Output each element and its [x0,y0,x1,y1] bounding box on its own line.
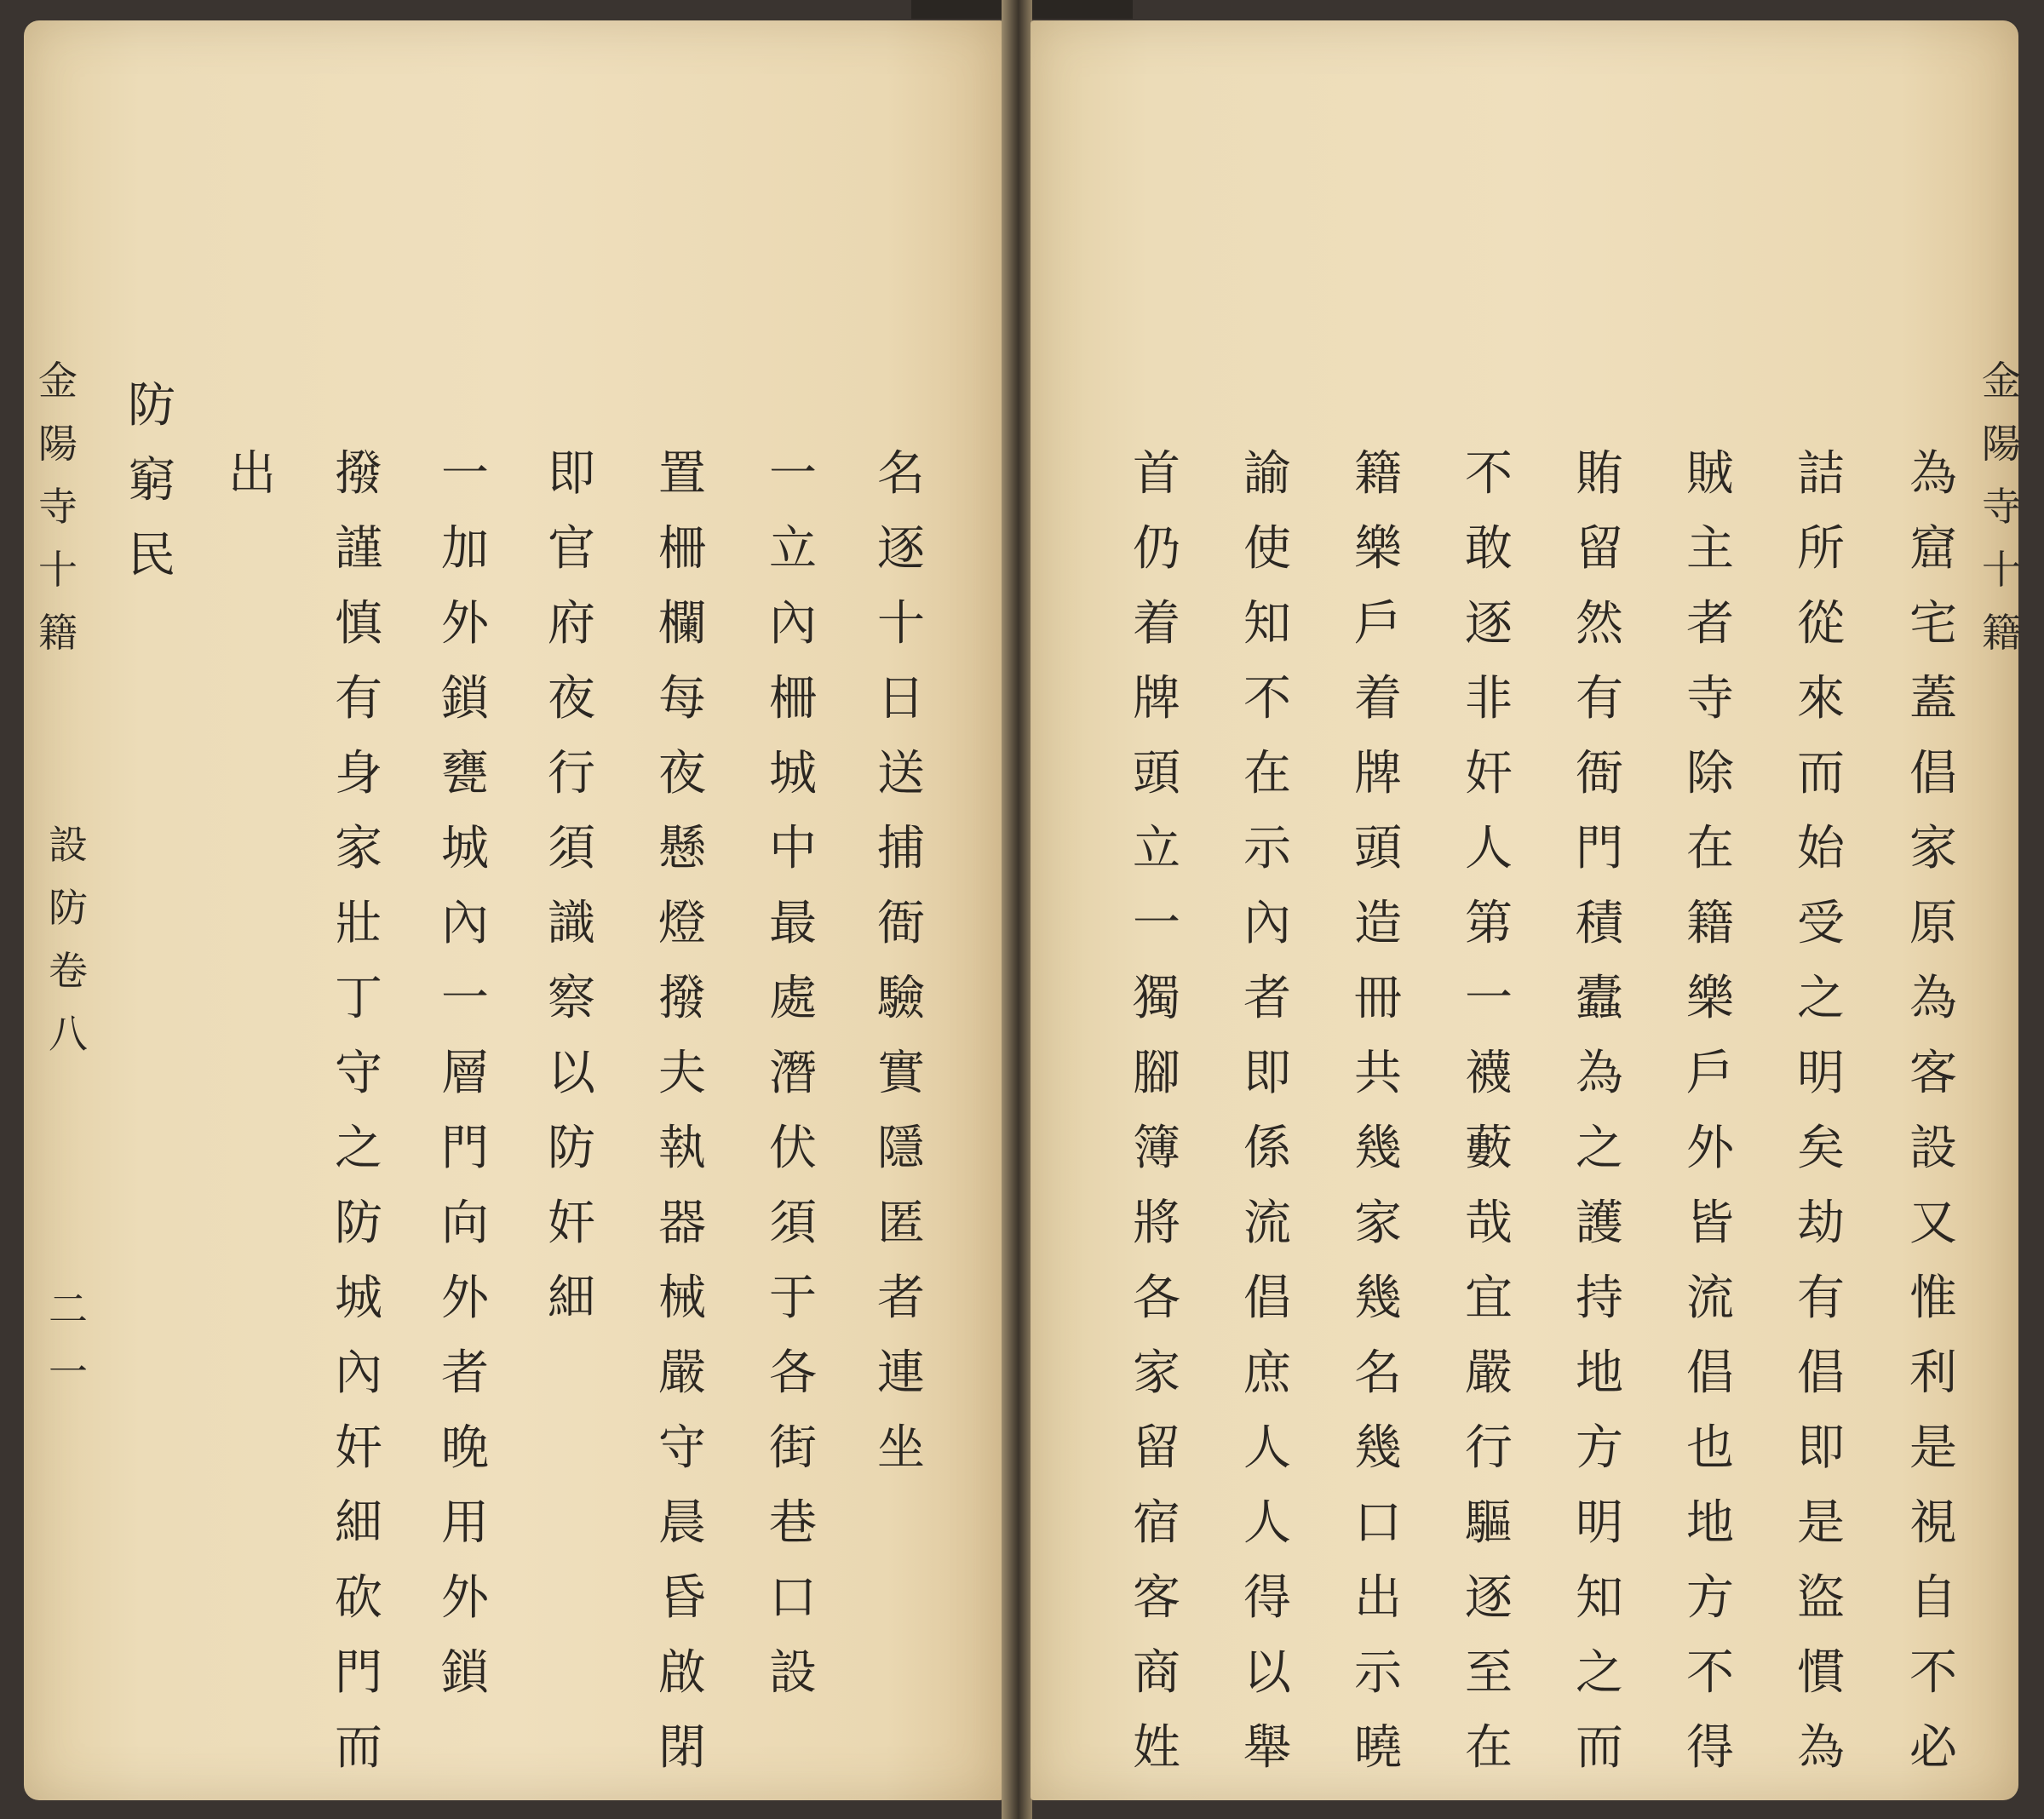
character: 門 [1576,821,1623,876]
character: 柵 [658,521,706,577]
character: 樂 [1354,521,1402,577]
character: 每 [658,671,706,726]
character: 知 [1576,1570,1623,1626]
character: 身 [335,746,382,801]
character: 得 [1243,1570,1291,1626]
character: 賄 [1576,446,1623,502]
character: 始 [1797,821,1845,876]
character: 衙 [1576,746,1623,801]
character: 執 [658,1121,706,1176]
character: 利 [1909,1346,1957,1401]
character: 幾 [1354,1271,1402,1326]
character: 一 [1465,971,1513,1026]
text-column [1565,446,1633,1799]
character: 撥 [658,971,706,1026]
character: 造 [1354,896,1402,951]
character: 守 [658,1420,706,1476]
character: 為 [1909,971,1957,1026]
character: 簿 [1133,1121,1180,1176]
character: 人 [1465,821,1513,876]
character: 方 [1576,1420,1623,1476]
character: 一 [49,1349,88,1395]
character: 門 [335,1645,382,1701]
character: 在 [1243,746,1291,801]
character: 持 [1576,1271,1623,1326]
character: 商 [1133,1645,1180,1701]
character: 劫 [1797,1196,1845,1251]
character: 內 [335,1346,382,1401]
character: 藪 [1465,1121,1513,1176]
character: 第 [1465,896,1513,951]
text-column [1344,446,1412,1799]
character: 防 [335,1196,382,1251]
character: 窮 [128,453,175,508]
character: 明 [1576,1495,1623,1551]
character: 內 [769,596,817,651]
character: 姓 [1133,1720,1180,1776]
character: 受 [1797,896,1845,951]
character: 奸 [335,1420,382,1476]
character: 最 [769,896,817,951]
character: 惟 [1909,1271,1957,1326]
character: 街 [769,1420,817,1476]
character: 者 [1243,971,1291,1026]
character: 必 [1909,1720,1957,1776]
character: 捕 [877,821,925,876]
character: 而 [1576,1720,1623,1776]
character: 外 [441,1271,489,1326]
right-page [1031,20,2021,1800]
character: 慎 [335,596,382,651]
character: 燈 [658,896,706,951]
character: 逐 [1465,596,1513,651]
character: 內 [1243,896,1291,951]
character: 門 [441,1121,489,1176]
character: 夫 [658,1046,706,1101]
character: 客 [1909,1046,1957,1101]
character: 積 [1576,896,1623,951]
character: 腳 [1133,1046,1180,1101]
character: 坐 [877,1420,925,1476]
character: 人 [1243,1420,1291,1476]
character: 逐 [877,521,925,577]
character: 陽 [38,421,78,467]
character: 倡 [1909,746,1957,801]
character: 戶 [1354,596,1402,651]
character: 蠹 [1576,971,1623,1026]
character: 于 [769,1271,817,1326]
character: 敢 [1465,521,1513,577]
character: 原 [1909,896,1957,951]
character: 柵 [769,671,817,726]
character: 冊 [1354,971,1402,1026]
character: 城 [335,1271,382,1326]
left-margin-title [24,358,92,676]
character: 之 [1576,1121,1623,1176]
character: 昏 [658,1570,706,1626]
text-column [1899,446,1967,1799]
character: 即 [1243,1046,1291,1101]
character: 得 [1686,1720,1734,1776]
left-margin-section [34,822,102,1077]
character: 使 [1243,521,1291,577]
character: 立 [769,521,817,577]
character: 以 [1243,1645,1291,1701]
character: 逐 [1465,1570,1513,1626]
text-column [759,446,827,1724]
character: 加 [441,521,489,577]
character: 立 [1133,821,1180,876]
character: 頭 [1354,821,1402,876]
character: 察 [548,971,595,1026]
character: 來 [1797,671,1845,726]
character: 庶 [1243,1346,1291,1401]
character: 金 [1982,358,2021,404]
character: 宿 [1133,1495,1180,1551]
character: 晚 [441,1420,489,1476]
character: 寺 [1982,484,2021,530]
text-column [1787,446,1855,1799]
character: 從 [1797,596,1845,651]
character: 匿 [877,1196,925,1251]
character: 中 [769,821,817,876]
character: 設 [1909,1121,1957,1176]
character: 倡 [1243,1271,1291,1326]
character: 人 [1243,1495,1291,1551]
character: 在 [1465,1720,1513,1776]
text-column [324,446,393,1799]
character: 向 [441,1196,489,1251]
character: 細 [335,1495,382,1551]
character: 送 [877,746,925,801]
character: 除 [1686,746,1734,801]
character: 行 [548,746,595,801]
text-column [648,446,716,1799]
character: 出 [1354,1570,1402,1626]
character: 幾 [1354,1420,1402,1476]
text-column [1233,446,1301,1799]
character: 宅 [1909,596,1957,651]
character: 不 [1465,446,1513,502]
character: 家 [335,821,382,876]
character: 籍 [1982,610,2021,656]
right-margin-title [1967,358,2035,676]
character: 流 [1686,1271,1734,1326]
character: 各 [769,1346,817,1401]
character: 卷 [49,948,88,994]
text-column [431,446,499,1724]
character: 有 [335,671,382,726]
character: 撥 [335,446,382,502]
character: 非 [1465,671,1513,726]
character: 潛 [769,1046,817,1101]
character: 驗 [877,971,925,1026]
character: 須 [548,821,595,876]
character: 有 [1576,671,1623,726]
character: 夜 [658,746,706,801]
character: 護 [1576,1196,1623,1251]
character: 家 [1909,821,1957,876]
character: 不 [1909,1645,1957,1701]
character: 丁 [335,971,382,1026]
character: 城 [441,821,489,876]
character: 設 [49,822,88,868]
character: 籍 [1354,446,1402,502]
section-heading [118,378,186,607]
character: 各 [1133,1271,1180,1326]
character: 壯 [335,896,382,951]
page-number [34,1286,102,1415]
character: 示 [1354,1645,1402,1701]
character: 識 [548,896,595,951]
character: 名 [1354,1346,1402,1401]
character: 皆 [1686,1196,1734,1251]
character: 曉 [1354,1720,1402,1776]
book-gutter [1002,0,1032,1819]
character: 巷 [769,1495,817,1551]
character: 驅 [1465,1495,1513,1551]
character: 宜 [1465,1271,1513,1326]
character: 外 [441,596,489,651]
character: 者 [877,1271,925,1326]
character: 之 [1797,971,1845,1026]
character: 地 [1576,1346,1623,1401]
character: 哉 [1465,1196,1513,1251]
character: 欄 [658,596,706,651]
character: 者 [1686,596,1734,651]
character: 寺 [1686,671,1734,726]
character: 為 [1909,446,1957,502]
character: 襪 [1465,1046,1513,1101]
character: 啟 [658,1645,706,1701]
character: 共 [1354,1046,1402,1101]
character: 防 [128,378,175,433]
character: 金 [38,358,78,404]
character: 也 [1686,1420,1734,1476]
character: 之 [335,1121,382,1176]
character: 十 [38,547,78,593]
character: 矣 [1797,1121,1845,1176]
character: 賊 [1686,446,1734,502]
character: 着 [1133,596,1180,651]
character: 盜 [1797,1570,1845,1626]
character: 明 [1797,1046,1845,1101]
character: 隱 [877,1121,925,1176]
character: 着 [1354,671,1402,726]
character: 是 [1797,1495,1845,1551]
character: 奸 [1465,746,1513,801]
text-column [1122,446,1191,1799]
character: 又 [1909,1196,1957,1251]
character: 衙 [877,896,925,951]
character: 十 [877,596,925,651]
character: 自 [1909,1570,1957,1626]
character: 所 [1797,521,1845,577]
character: 晨 [658,1495,706,1551]
left-page [24,20,1003,1800]
character: 防 [49,885,88,931]
character: 陽 [1982,421,2021,467]
character: 牌 [1133,671,1180,726]
character: 家 [1354,1196,1402,1251]
character: 即 [548,446,595,502]
character: 守 [335,1046,382,1101]
character: 者 [441,1346,489,1401]
character: 是 [1909,1420,1957,1476]
character: 八 [49,1011,88,1057]
character: 為 [1576,1046,1623,1101]
character: 以 [548,1046,595,1101]
character: 窟 [1909,521,1957,577]
character: 為 [1797,1720,1845,1776]
text-column [1676,446,1744,1799]
character: 獨 [1133,971,1180,1026]
character: 然 [1576,596,1623,651]
character: 層 [441,1046,489,1101]
character: 十 [1982,547,2021,593]
character: 二 [49,1286,88,1332]
character: 細 [548,1271,595,1326]
character: 不 [1686,1645,1734,1701]
text-column [218,446,286,525]
character: 奸 [548,1196,595,1251]
character: 留 [1133,1420,1180,1476]
character: 民 [128,528,175,583]
character: 蓋 [1909,671,1957,726]
character: 防 [548,1121,595,1176]
character: 而 [335,1720,382,1776]
character: 倡 [1797,1346,1845,1401]
character: 係 [1243,1121,1291,1176]
character: 籍 [38,610,78,656]
character: 連 [877,1346,925,1401]
character: 幾 [1354,1121,1402,1176]
character: 行 [1465,1420,1513,1476]
character: 一 [441,446,489,502]
character: 嚴 [1465,1346,1513,1401]
character: 方 [1686,1570,1734,1626]
character: 頭 [1133,746,1180,801]
character: 在 [1686,821,1734,876]
character: 流 [1243,1196,1291,1251]
character: 出 [228,446,276,502]
character: 懸 [658,821,706,876]
character: 將 [1133,1196,1180,1251]
character: 詰 [1797,446,1845,502]
character: 一 [769,446,817,502]
character: 設 [769,1645,817,1701]
character: 嚴 [658,1346,706,1401]
character: 舉 [1243,1720,1291,1776]
character: 府 [548,596,595,651]
character: 不 [1243,671,1291,726]
character: 謹 [335,521,382,577]
character: 視 [1909,1495,1957,1551]
text-column [1455,446,1523,1799]
character: 仍 [1133,521,1180,577]
character: 鎖 [441,1645,489,1701]
character: 砍 [335,1570,382,1626]
character: 口 [1354,1495,1402,1551]
character: 寺 [38,484,78,530]
character: 外 [441,1570,489,1626]
character: 地 [1686,1495,1734,1551]
character: 之 [1576,1645,1623,1701]
character: 慣 [1797,1645,1845,1701]
character: 甕 [441,746,489,801]
character: 客 [1133,1570,1180,1626]
character: 首 [1133,446,1180,502]
character: 一 [1133,896,1180,951]
character: 器 [658,1196,706,1251]
character: 口 [769,1570,817,1626]
character: 一 [441,971,489,1026]
character: 實 [877,1046,925,1101]
character: 戶 [1686,1046,1734,1101]
character: 名 [877,446,925,502]
character: 處 [769,971,817,1026]
character: 伏 [769,1121,817,1176]
character: 家 [1133,1346,1180,1401]
character: 城 [769,746,817,801]
character: 籍 [1686,896,1734,951]
character: 夜 [548,671,595,726]
character: 內 [441,896,489,951]
character: 留 [1576,521,1623,577]
character: 用 [441,1495,489,1551]
character: 而 [1797,746,1845,801]
text-column [867,446,935,1500]
character: 有 [1797,1271,1845,1326]
character: 閉 [658,1720,706,1776]
character: 外 [1686,1121,1734,1176]
text-column [537,446,606,1350]
character: 日 [877,671,925,726]
character: 即 [1797,1420,1845,1476]
character: 官 [548,521,595,577]
character: 知 [1243,596,1291,651]
character: 須 [769,1196,817,1251]
character: 置 [658,446,706,502]
character: 諭 [1243,446,1291,502]
character: 示 [1243,821,1291,876]
character: 牌 [1354,746,1402,801]
character: 主 [1686,521,1734,577]
character: 樂 [1686,971,1734,1026]
character: 至 [1465,1645,1513,1701]
character: 鎖 [441,671,489,726]
character: 械 [658,1271,706,1326]
character: 倡 [1686,1346,1734,1401]
